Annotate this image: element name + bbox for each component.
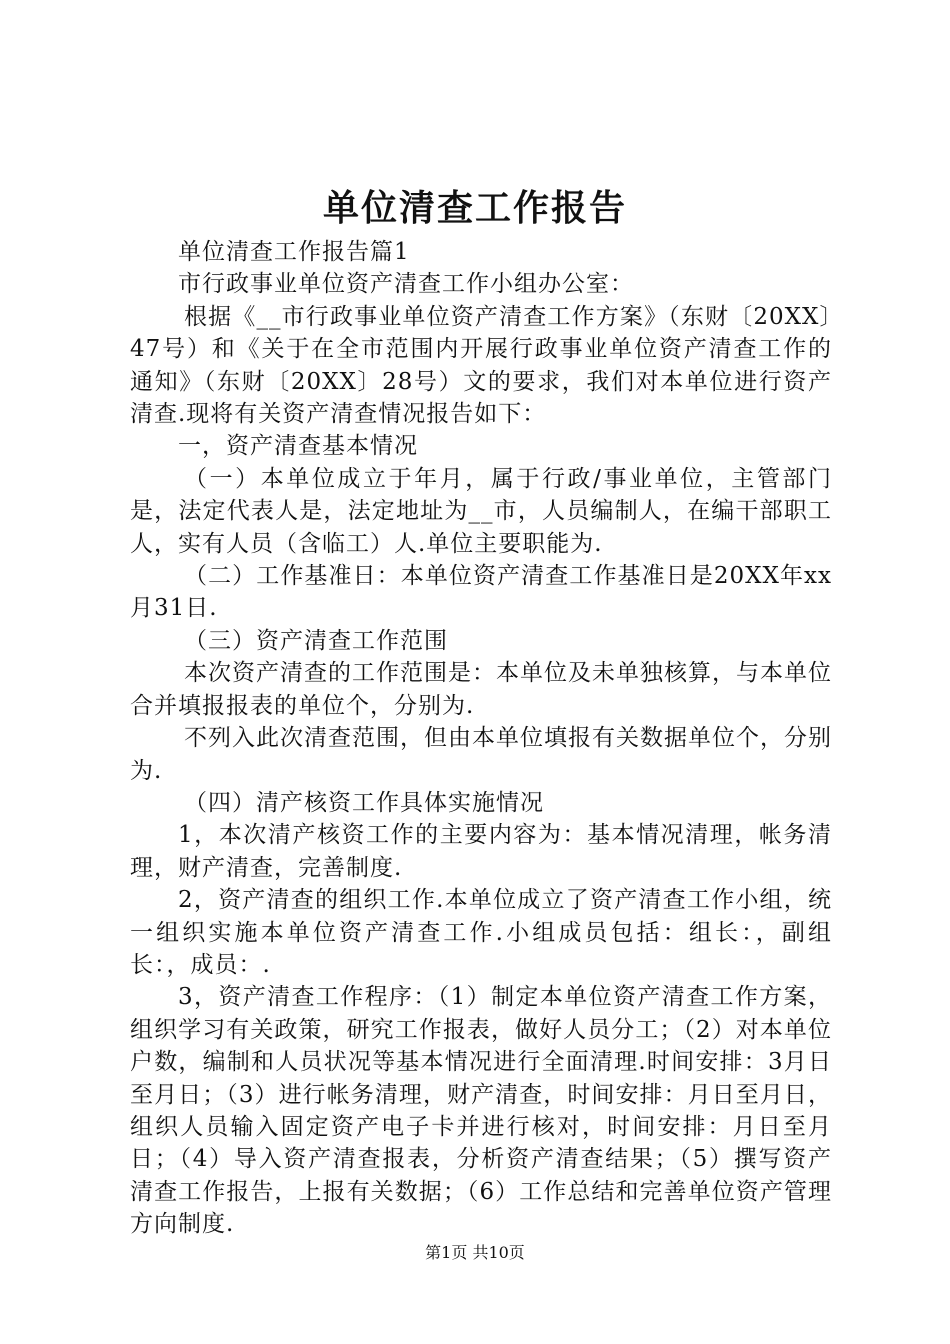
paragraph-addressee: 市行政事业单位资产清查工作小组办公室：	[178, 271, 634, 298]
paragraph-scope: 本次资产清查的工作范围是：本单位及未单独核算，与本单位合并填报报表的单位个，分别为.	[130, 660, 832, 719]
paragraph-heading: 单位清查工作报告篇1	[178, 239, 410, 265]
paragraph-unit-info: （一）本单位成立于年月，属于行政/事业单位，主管部门是，法定代表人是，法定地址为__市，人员编制人，在编干部职工人，实有人员（含临工）人.单位主要职能为.	[130, 465, 832, 557]
paragraph-excluded: 不列入此次清查范围，但由本单位填报有关数据单位个，分别为.	[130, 725, 832, 784]
page-number: 第1页 共10页	[425, 1243, 525, 1262]
paragraph-intro: 根据《__市行政事业单位资产清查工作方案》（东财〔20XX〕47号）和《关于在全市范围内开展行政事业单位资产清查工作的通知》（东财〔20XX〕28号）文的要求，我们对本单位进行资产清查.现将有关资产清查情况报告如下：	[130, 303, 832, 428]
paragraph-item-1: 1，本次清产核资工作的主要内容为：基本情况清理，帐务清理，财产清查，完善制度.	[130, 822, 832, 881]
section-heading-basic-info: 一，资产清查基本情况	[178, 433, 418, 460]
paragraph-item-2: 2，资产清查的组织工作.本单位成立了资产清查工作小组，统一组织实施本单位资产清查工作.小组成员包括：组长：，副组长：，成员：.	[130, 887, 832, 978]
paragraph-item-3: 3，资产清查工作程序：（1）制定本单位资产清查工作方案，组织学习有关政策，研究工作报表，做好人员分工；（2）对本单位户数，编制和人员状况等基本情况进行全面清理.时间安排：3月日至月日；（3）进行帐务清理，财产清查，时间安排：月日至月日，组织人员输入固定资产电子卡并进行核对，时间安排：月日至月日；（4）导入资产清查报表，分析资产清查结果；（5）撰写资产清查工作报告，上报有关数据；（6）工作总结和完善单位资产管理方向制度.	[130, 984, 832, 1238]
subheading-implementation: （四）清产核资工作具体实施情况	[184, 789, 544, 816]
subheading-scope: （三）资产清查工作范围	[184, 627, 448, 654]
document-title: 单位清查工作报告	[322, 187, 627, 229]
document-body	[130, 236, 832, 1241]
paragraph-base-date: （二）工作基准日：本单位资产清查工作基准日是20XX年xx月31日.	[130, 563, 832, 622]
